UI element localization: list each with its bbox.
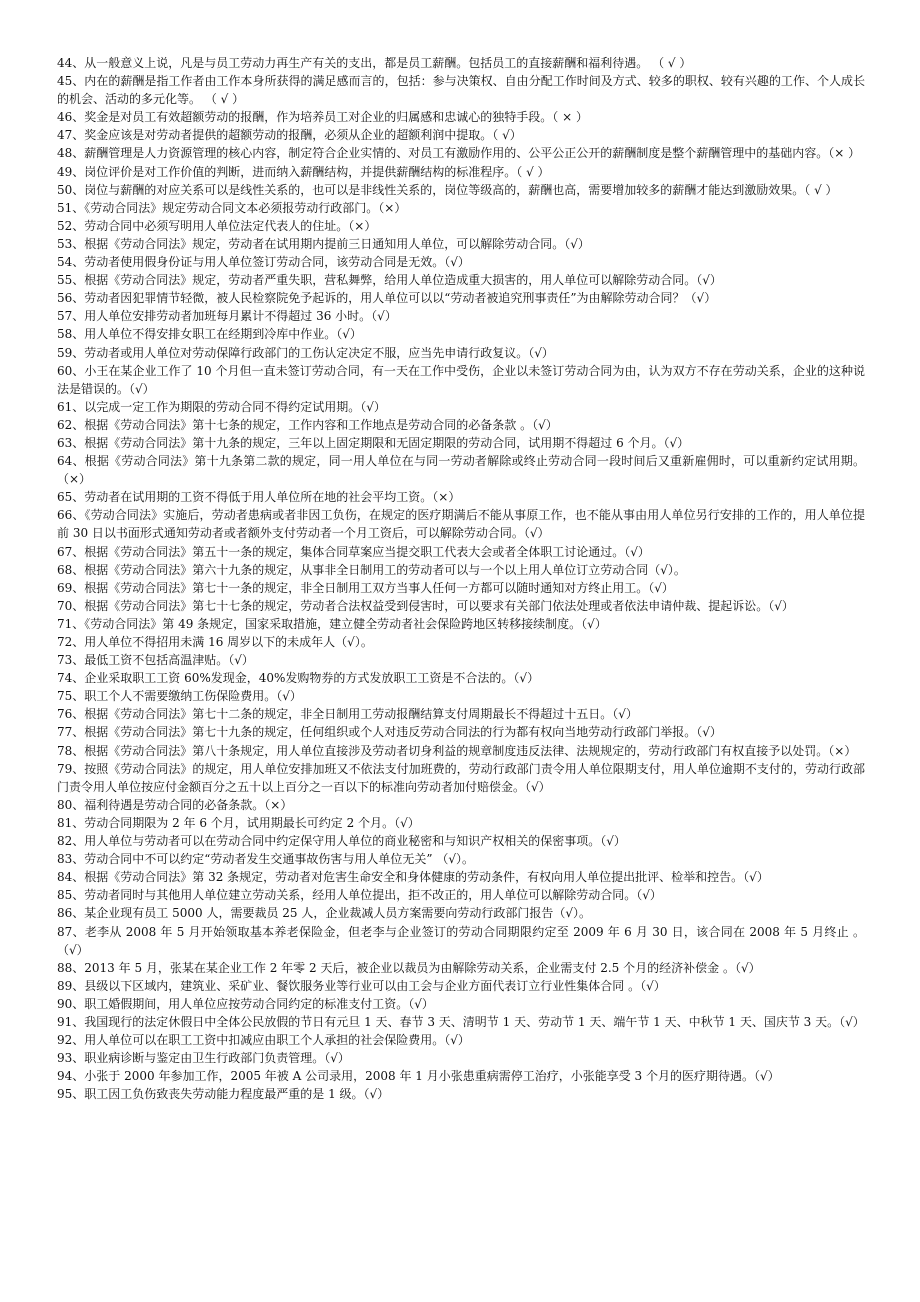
question-94: 94、小张于 2000 年参加工作，2005 年被 A 公司录用，2008 年 1 月小张患重病需停工治疗，小张能享受 3 个月的医疗期待遇。（√） <box>57 1069 780 1084</box>
question-70: 70、根据《劳动合同法》第七十七条的规定，劳动者合法权益受到侵害时，可以要求有关部门依法处理或者依法申请仲裁、提起诉讼。（√） <box>57 598 794 613</box>
question-95: 95、职工因工负伤致丧失劳动能力程度最严重的是 1 级。（√） <box>57 1087 390 1102</box>
question-82: 82、用人单位与劳动者可以在劳动合同中约定保守用人单位的商业秘密和与知识产权相关的保密事项。（√） <box>57 834 626 849</box>
question-51: 51、《劳动合同法》规定劳动合同文本必须报劳动行政部门。（×） <box>57 200 407 215</box>
question-53: 53、根据《劳动合同法》规定，劳动者在试用期内提前三日通知用人单位，可以解除劳动合同。（√） <box>57 236 590 251</box>
question-52: 52、劳动合同中必须写明用人单位法定代表人的住址。（×） <box>57 218 377 233</box>
question-74: 74、企业采取职工工资 60%发现金，40%发购物券的方式发放职工工资是不合法的。（√） <box>57 671 540 686</box>
question-62: 62、根据《劳动合同法》第十七条的规定，工作内容和工作地点是劳动合同的必备条款 。（√） <box>57 417 558 432</box>
question-47: 47、奖金应该是对劳动者提供的超额劳动的报酬，必须从企业的超额利润中提取。（ √） <box>57 128 522 143</box>
question-81: 81、劳动合同期限为 2 年 6 个月，试用期最长可约定 2 个月。（√） <box>57 815 420 830</box>
question-90: 90、职工婚假期间，用人单位应按劳动合同约定的标准支付工资。（√） <box>57 996 434 1011</box>
question-61: 61、以完成一定工作为期限的劳动合同不得约定试用期。（√） <box>57 399 386 414</box>
question-44: 44、从一般意义上说，凡是与员工劳动力再生产有关的支出，都是员工薪酬。包括员工的直接薪酬和福利待遇。 （ √ ） <box>57 56 692 70</box>
question-86: 86、某企业现有员工 5000 人，需要裁员 25 人，企业裁减人员方案需要向劳动行政部门报告（√）。 <box>57 906 591 921</box>
document-page <box>57 54 865 1103</box>
question-77: 77、根据《劳动合同法》第七十九条的规定，任何组织或个人对违反劳动合同法的行为都有权向当地劳动行政部门举报。（√） <box>57 725 722 740</box>
question-85: 85、劳动者同时与其他用人单位建立劳动关系，经用人单位提出，拒不改正的，用人单位可以解除劳动合同。（√） <box>57 888 662 903</box>
question-73: 73、最低工资不包括高温津贴。（√） <box>57 653 254 668</box>
question-76: 76、根据《劳动合同法》第七十二条的规定，非全日制用工劳动报酬结算支付周期最长不得超过十五日。（√） <box>57 707 638 722</box>
question-56: 56、劳动者因犯罪情节轻微，被人民检察院免予起诉的，用人单位可以以“劳动者被追究刑事责任”为由解除劳动合同？（√） <box>57 291 717 306</box>
question-93: 93、职业病诊断与鉴定由卫生行政部门负责管理。（√） <box>57 1051 350 1066</box>
question-69: 69、根据《劳动合同法》第七十一条的规定，非全日制用工双方当事人任何一方都可以随时通知对方终止用工。（√） <box>57 580 674 595</box>
question-92: 92、用人单位可以在职工工资中扣减应由职工个人承担的社会保险费用。（√） <box>57 1033 470 1048</box>
question-57: 57、用人单位安排劳动者加班每月累计不得超过 36 小时。（√） <box>57 309 397 324</box>
question-66: 66、《劳动合同法》实施后，劳动者患病或者非因工负伤，在规定的医疗期满后不能从事原工作，也不能从事由用人单位另行安排的工作的，用人单位提前 30 日以书面形式通知劳动者或者额外支付劳动者一个月工资后，可以解除劳动合同。（√） <box>57 508 865 541</box>
question-45: 45、内在的薪酬是指工作者由工作本身所获得的满足感而言的，包括：参与决策权、自由分配工作时间及方式、较多的职权、较有兴趣的工作、个人成长的机会、活动的多元化等。 （ √ ） <box>57 74 865 107</box>
question-68: 68、根据《劳动合同法》第六十九条的规定，从事非全日制用工的劳动者可以与一个以上用人单位订立劳动合同（√）。 <box>57 562 686 577</box>
question-50: 50、岗位与薪酬的对应关系可以是线性关系的，也可以是非线性关系的，岗位等级高的，薪酬也高，需要增加较多的薪酬才能达到激励效果。（ √ ） <box>57 182 838 197</box>
question-87: 87、老李从 2008 年 5 月开始领取基本养老保险金，但老李与企业签订的劳动合同期限约定至 2009 年 6 月 30 日，该合同在 2008 年 5 月终止 。（√） <box>57 924 865 957</box>
question-63: 63、根据《劳动合同法》第十九条的规定，三年以上固定期限和无固定期限的劳动合同，试用期不得超过 6 个月。（√） <box>57 435 690 450</box>
question-46: 46、奖金是对员工有效超额劳动的报酬，作为培养员工对企业的归属感和忠诚心的独特手段。（ × ） <box>57 110 588 125</box>
question-84: 84、根据《劳动合同法》第 32 条规定，劳动者对危害生命安全和身体健康的劳动条件，有权向用人单位提出批评、检举和控告。（√） <box>57 870 769 885</box>
question-79: 79、按照《劳动合同法》的规定，用人单位安排加班又不依法支付加班费的，劳动行政部门责令用人单位限期支付，用人单位逾期不支付的，劳动行政部门责令用人单位按应付金额百分之五十以上百分之一百以下的标准向劳动者加付赔偿金。（√） <box>57 761 865 794</box>
question-55: 55、根据《劳动合同法》规定，劳动者严重失职，营私舞弊，给用人单位造成重大损害的，用人单位可以解除劳动合同。（√） <box>57 273 722 288</box>
question-64: 64、根据《劳动合同法》第十九条第二款的规定，同一用人单位在与同一劳动者解除或终止劳动合同一段时间后又重新雇佣时，可以重新约定试用期。（×） <box>57 454 865 487</box>
question-65: 65、劳动者在试用期的工资不得低于用人单位所在地的社会平均工资。（×） <box>57 490 461 505</box>
question-59: 59、劳动者或用人单位对劳动保障行政部门的工伤认定决定不服，应当先申请行政复议。（√） <box>57 345 554 360</box>
question-83: 83、劳动合同中不可以约定“劳动者发生交通事故伤害与用人单位无关” （√）。 <box>57 852 475 867</box>
question-67: 67、根据《劳动合同法》第五十一条的规定，集体合同草案应当提交职工代表大会或者全体职工讨论通过。（√） <box>57 544 650 559</box>
question-78: 78、根据《劳动合同法》第八十条规定，用人单位直接涉及劳动者切身利益的规章制度违反法律、法规规定的，劳动行政部门有权直接予以处罚。（×） <box>57 743 857 758</box>
question-80: 80、福利待遇是劳动合同的必备条款。（×） <box>57 797 293 812</box>
question-54: 54、劳动者使用假身份证与用人单位签订劳动合同，该劳动合同是无效。（√） <box>57 255 470 270</box>
question-49: 49、岗位评价是对工作价值的判断，进而纳入薪酬结构，并提供薪酬结构的标准程序。（ √ ） <box>57 164 550 179</box>
question-58: 58、用人单位不得安排女职工在经期到冷库中作业。（√） <box>57 327 362 342</box>
question-88: 88、2013 年 5 月，张某在某企业工作 2 年零 2 天后，被企业以裁员为由解除劳动关系，企业需支付 2.5 个月的经济补偿金 。（√） <box>57 960 761 975</box>
question-71: 71、《劳动合同法》第 49 条规定，国家采取措施，建立健全劳动者社会保险跨地区转移接续制度。（√） <box>57 616 607 631</box>
question-91: 91、我国现行的法定休假日中全体公民放假的节日有元旦 1 天、春节 3 天、清明节 1 天、劳动节 1 天、端午节 1 天、中秋节 1 天、国庆节 3 天。（√） <box>57 1014 865 1029</box>
question-75: 75、职工个人不需要缴纳工伤保险费用。（√） <box>57 689 302 704</box>
question-89: 89、县级以下区域内，建筑业、采矿业、餐饮服务业等行业可以由工会与企业方面代表订立行业性集体合同 。（√） <box>57 978 666 993</box>
question-72: 72、用人单位不得招用未满 16 周岁以下的未成年人（√）。 <box>57 635 373 649</box>
question-60: 60、小王在某企业工作了 10 个月但一直未签订劳动合同，有一天在工作中受伤，企业以未签订劳动合同为由，认为双方不存在劳动关系，企业的这种说法是错误的。（√） <box>57 363 865 396</box>
question-48: 48、薪酬管理是人力资源管理的核心内容，制定符合企业实情的、对员工有激励作用的、公平公正公开的薪酬制度是整个薪酬管理中的基础内容。（× ） <box>57 146 861 161</box>
